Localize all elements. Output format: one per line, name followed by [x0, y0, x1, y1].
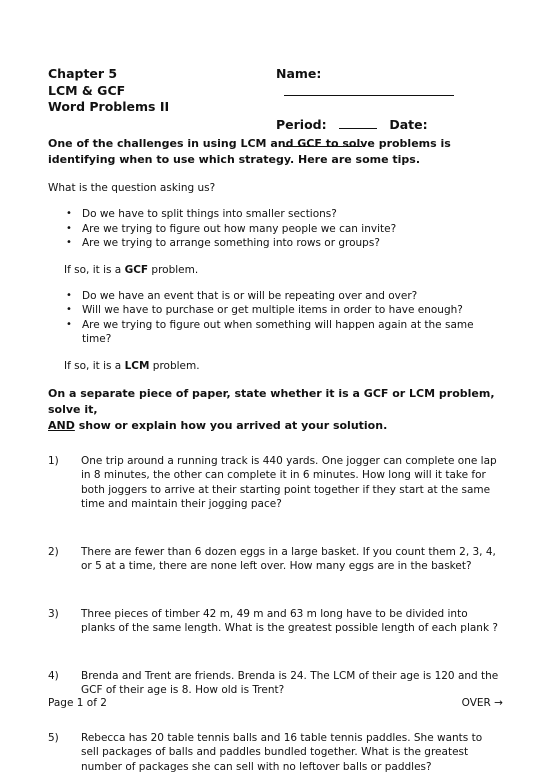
problem-number: 2): [48, 545, 59, 558]
instructions: [48, 386, 503, 434]
problem-text: One trip around a running track is 440 yards. One jogger can complete one lap in 8 minutes, the other can complete it in 6 minutes. How long will it take for both joggers to arrive at their starting point together if they start at the same time and maintain their jogging pace?: [81, 454, 497, 510]
lcm-tip: • Will we have to purchase or get multiple items in order to have enough?: [82, 303, 503, 318]
problem-text: There are fewer than 6 dozen eggs in a large basket. If you count them 2, 3, 4, or 5 at a time, there are none left over. How many eggs are in the basket?: [81, 545, 496, 572]
instructions-part1: On a separate piece of paper, state whether it is a GCF or LCM problem, solve it,: [48, 386, 495, 416]
over-indicator: OVER →: [461, 697, 503, 709]
intro-text: One of the challenges in using LCM and GCF to solve problems is identifying when to use which strategy. Here are some tips.: [48, 137, 451, 166]
chapter-label: Chapter 5: [48, 66, 118, 81]
name-line: [276, 66, 503, 100]
problem-number: 3): [48, 607, 59, 620]
worksheet-title: Word Problems II: [48, 99, 170, 114]
lcm-keyword: LCM: [124, 359, 150, 372]
lcm-conclusion-suffix: problem.: [149, 359, 200, 372]
gcf-conclusion: [48, 263, 503, 277]
name-blank: [284, 83, 454, 96]
instructions-and: AND: [48, 418, 75, 432]
instructions-part2: show or explain how you arrived at your solution.: [74, 418, 388, 432]
problem-text: Rebecca has 20 table tennis balls and 16 table tennis paddles. She wants to sell packages of balls and paddles bundled together. What is the greatest number of packages she can sell with no leftover balls or paddles?: [81, 731, 483, 773]
problem-number: 1): [48, 454, 59, 467]
gcf-tip: • Are we trying to arrange something into rows or groups?: [82, 236, 503, 251]
gcf-keyword: GCF: [124, 263, 149, 276]
problem-4: [48, 669, 503, 698]
problem-text: Three pieces of timber 42 m, 49 m and 63 m long have to be divided into planks of the same length. What is the greatest possible length of each plank ?: [81, 607, 498, 634]
gcf-tip: • Do we have to split things into smaller sections?: [82, 207, 503, 222]
problem-1: [48, 454, 503, 512]
problem-5: [48, 731, 503, 775]
date-label: Date:: [389, 117, 428, 132]
lcm-tip: • Are we trying to figure out when something will happen again at the same time?: [82, 318, 503, 347]
problem-number: 4): [48, 669, 59, 682]
period-date-line: [276, 116, 503, 151]
name-label: Name:: [276, 66, 322, 81]
lcm-conclusion: [48, 359, 503, 373]
gcf-tip: • Are we trying to figure out how many people we can invite?: [82, 222, 503, 237]
period-blank: [339, 116, 377, 129]
topic-label: LCM & GCF: [48, 82, 126, 98]
worksheet-header: [48, 66, 503, 132]
gcf-conclusion-prefix: If so, it is a: [64, 263, 125, 276]
lcm-tips-list: [48, 289, 503, 347]
problem-2: [48, 545, 503, 574]
header-right: [276, 66, 503, 151]
header-left: [48, 66, 169, 116]
guiding-question: What is the question asking us?: [48, 182, 216, 194]
worksheet-page: [48, 66, 503, 774]
date-blank: [284, 134, 362, 147]
problem-text: Brenda and Trent are friends. Brenda is 24. The LCM of their age is 120 and the GCF of their age is 8. How old is Trent?: [81, 669, 499, 696]
page-number: Page 1 of 2: [48, 697, 107, 709]
problem-3: [48, 607, 503, 636]
gcf-conclusion-suffix: problem.: [148, 263, 199, 276]
lcm-tip: • Do we have an event that is or will be repeating over and over?: [82, 289, 503, 304]
gcf-tips-list: [48, 207, 503, 251]
lcm-conclusion-prefix: If so, it is a: [64, 359, 125, 372]
period-label: Period:: [276, 117, 327, 132]
problem-number: 5): [48, 731, 59, 744]
